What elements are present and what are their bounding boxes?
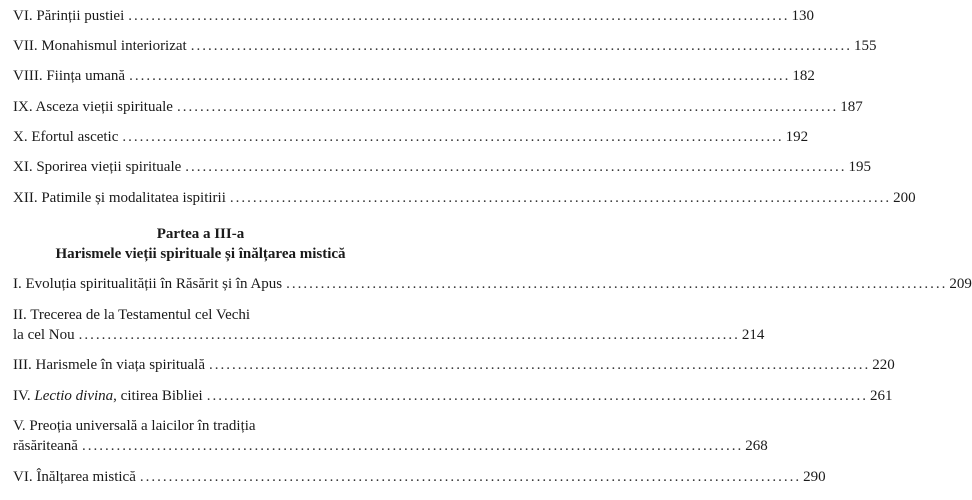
dot-leader: ................................................................................................................... bbox=[185, 159, 847, 175]
toc-entry-page: 200 bbox=[893, 190, 916, 206]
dot-leader: ................................................................................................................... bbox=[81, 438, 744, 454]
toc-entry-label: la cel Nou bbox=[13, 327, 75, 343]
toc-entry-page: 268 bbox=[745, 438, 768, 454]
toc-entry-page: 182 bbox=[792, 68, 815, 84]
dot-leader: ................................................................................................................... bbox=[286, 276, 948, 292]
toc-entry-label-line1: V. Preoția universală a laicilor în tradiția bbox=[13, 418, 256, 434]
toc-entry bbox=[13, 99, 863, 116]
toc-entry-page: 220 bbox=[872, 357, 895, 373]
toc-entry-label: VI. Părinții pustiei bbox=[13, 8, 125, 24]
toc-entry bbox=[13, 159, 872, 176]
toc-entry bbox=[13, 388, 893, 405]
dot-leader: ................................................................................................................... bbox=[78, 327, 740, 343]
toc-entry-page: 155 bbox=[853, 38, 877, 54]
toc-entry-label: XII. Patimile și modalitatea ispitirii bbox=[13, 190, 226, 206]
toc-entry-page: 261 bbox=[869, 388, 893, 404]
dot-leader: ................................................................................................................... bbox=[209, 357, 871, 373]
toc-entry-page: 290 bbox=[803, 469, 826, 485]
toc-entry-page: 187 bbox=[840, 99, 863, 115]
toc-entry-label: VI. Înălțarea mistică bbox=[13, 469, 136, 485]
toc-entry-label: IX. Asceza vieții spirituale bbox=[13, 99, 173, 115]
toc-entry bbox=[13, 8, 814, 25]
toc-entry-label: X. Efortul ascetic bbox=[13, 129, 119, 145]
toc-entry-label: I. Evoluția spiritualității în Răsărit și în Apus bbox=[13, 276, 283, 292]
toc-entry bbox=[13, 307, 387, 324]
toc-entry-label-line1: II. Trecerea de la Testamentul cel Vechi bbox=[13, 307, 251, 323]
toc-entry-page: 209 bbox=[949, 276, 972, 292]
toc-entry bbox=[13, 438, 768, 455]
toc-entry-label-rest: , citirea Bibliei bbox=[113, 388, 203, 404]
toc-entry bbox=[13, 276, 972, 293]
dot-leader: ................................................................................................................... bbox=[139, 469, 802, 485]
toc-entry-label bbox=[13, 388, 203, 405]
part-subtitle: Harismele vieții spirituale și înălțarea mistică bbox=[55, 246, 346, 262]
dot-leader: ................................................................................................................... bbox=[229, 190, 892, 206]
toc-entry bbox=[13, 327, 765, 344]
toc-entry-page: 130 bbox=[791, 8, 814, 24]
dot-leader: ................................................................................................................... bbox=[129, 68, 791, 84]
toc-entry-label: III. Harismele în viața spirituală bbox=[13, 357, 206, 373]
dot-leader: ................................................................................................................... bbox=[206, 388, 868, 404]
dot-leader: ................................................................................................................... bbox=[190, 38, 852, 54]
toc-entry-page: 195 bbox=[848, 159, 872, 175]
toc-entry bbox=[13, 469, 826, 486]
toc-entry-label: răsăriteană bbox=[13, 438, 78, 454]
part-title: Partea a III-a bbox=[156, 226, 245, 242]
dot-leader: ................................................................................................................... bbox=[176, 99, 839, 115]
toc-entry-page: 192 bbox=[785, 129, 809, 145]
toc-entry-label: VII. Monahismul interiorizat bbox=[13, 38, 187, 54]
toc-entry bbox=[13, 357, 895, 374]
dot-leader: ................................................................................................................... bbox=[122, 129, 784, 145]
toc-entry bbox=[13, 129, 809, 146]
toc-entry bbox=[13, 68, 815, 85]
toc-entry bbox=[13, 190, 916, 207]
toc-entry bbox=[13, 418, 387, 435]
toc-entry bbox=[13, 38, 877, 55]
toc-entry-label: XI. Sporirea vieții spirituale bbox=[13, 159, 182, 175]
dot-leader: ................................................................................................................... bbox=[128, 8, 790, 24]
toc-entry-label: VIII. Ființa umană bbox=[13, 68, 126, 84]
toc-entry-prefix: IV. bbox=[13, 388, 35, 404]
toc-entry-page: 214 bbox=[741, 327, 765, 343]
toc-entry-label-italic: Lectio divina bbox=[34, 388, 114, 404]
